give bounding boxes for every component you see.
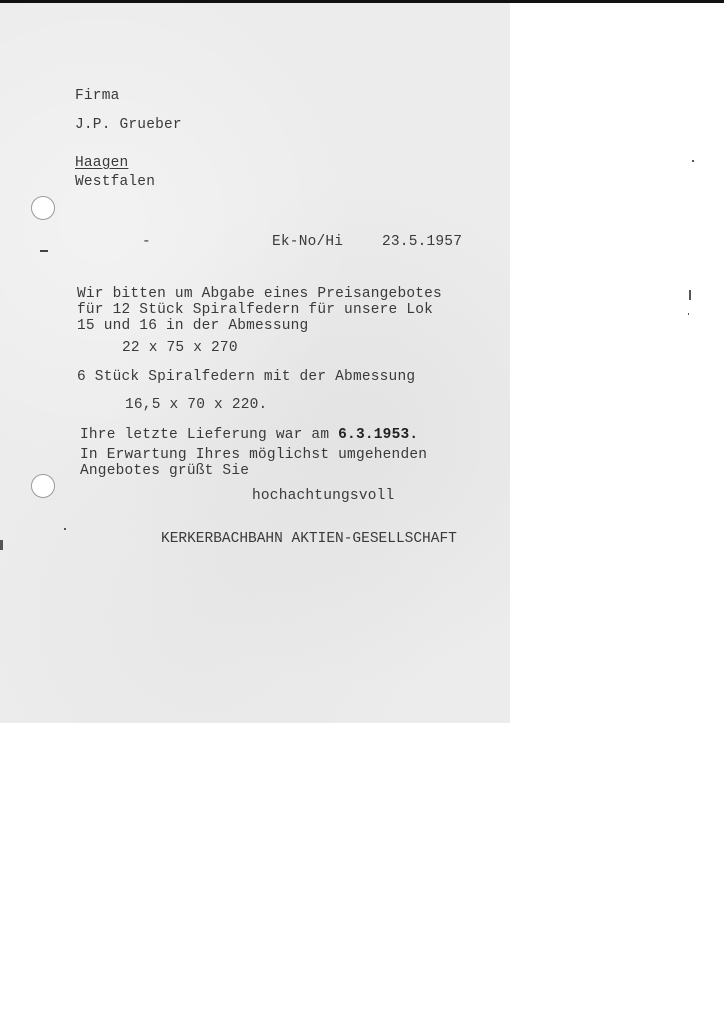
letter-date: 23.5.1957 bbox=[382, 234, 463, 250]
dimension-first: 22 x 75 x 270 bbox=[122, 340, 238, 356]
punch-hole-top bbox=[31, 196, 55, 220]
salutation: hochachtungsvoll bbox=[252, 488, 395, 504]
scan-speck bbox=[0, 540, 3, 550]
separator-mark: - bbox=[142, 234, 151, 250]
dimension-second: 16,5 x 70 x 220. bbox=[125, 397, 268, 413]
closing-line-2: Angebotes grüßt Sie bbox=[80, 463, 250, 479]
punch-hole-bottom bbox=[31, 474, 55, 498]
recipient-name: J.P. Grueber bbox=[75, 117, 182, 133]
fold-mark bbox=[40, 250, 48, 252]
request-line-2: für 12 Stück Spiralfedern für unsere Lok bbox=[77, 302, 434, 318]
request-line-3: 15 und 16 in der Abmessung bbox=[77, 318, 309, 334]
scan-speck bbox=[64, 528, 66, 530]
recipient-label: Firma bbox=[75, 88, 120, 104]
scan-speck bbox=[692, 160, 694, 162]
letter-page bbox=[0, 3, 510, 723]
second-item-line: 6 Stück Spiralfedern mit der Abmessung bbox=[77, 369, 416, 385]
signature-company: KERKERBACHBAHN AKTIEN-GESELLSCHAFT bbox=[161, 531, 457, 547]
reference-code: Ek-No/Hi bbox=[272, 234, 344, 250]
scan-speck bbox=[689, 290, 691, 300]
recipient-region: Westfalen bbox=[75, 174, 156, 190]
request-line-1: Wir bitten um Abgabe eines Preisangebotes bbox=[77, 286, 442, 302]
last-delivery-line bbox=[80, 427, 418, 443]
scan-speck bbox=[688, 313, 689, 315]
recipient-city: Haagen bbox=[75, 155, 129, 171]
last-delivery-date: 6.3.1953. bbox=[338, 427, 419, 443]
closing-line-1: In Erwartung Ihres möglichst umgehenden bbox=[80, 447, 428, 463]
last-delivery-prefix: Ihre letzte Lieferung war am bbox=[80, 427, 339, 443]
